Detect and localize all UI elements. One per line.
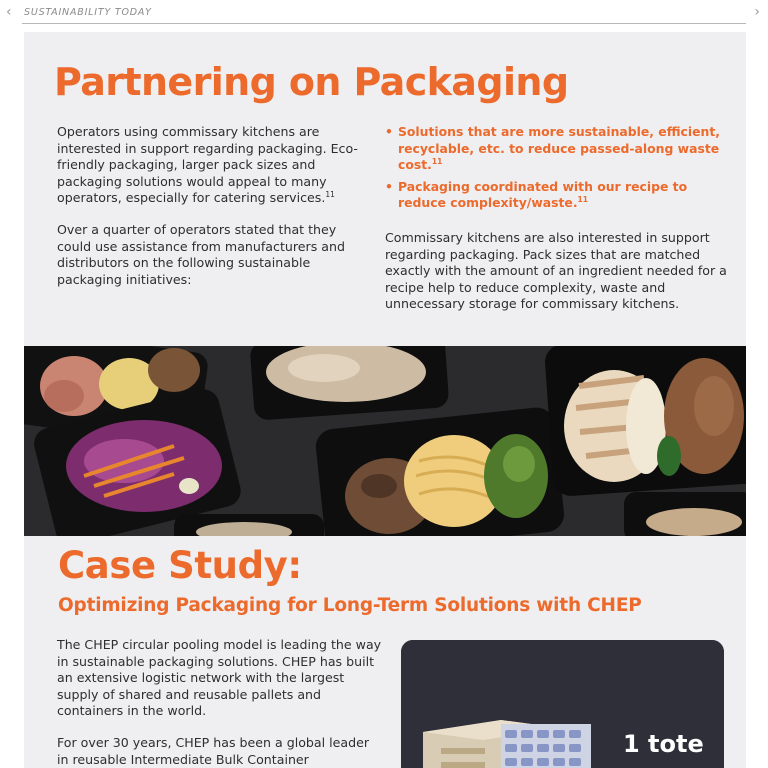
- meal-containers-photo: [24, 346, 746, 536]
- chevron-left-icon[interactable]: ‹: [6, 4, 12, 20]
- footnote-ref: 11: [325, 190, 335, 200]
- list-item-text: Solutions that are more sustainable, efficient, recyclable, etc. to reduce passed-along waste cost.: [398, 124, 720, 173]
- section-title: Partnering on Packaging: [54, 60, 569, 104]
- document-page: [24, 32, 746, 768]
- case-study-subtitle: Optimizing Packaging for Long-Term Solutions with CHEP: [58, 595, 642, 616]
- meal-containers-illustration: [24, 346, 746, 536]
- intro-paragraph-text: Operators using commissary kitchens are interested in support regarding packaging. Eco-friendly packaging, larger pack sizes and packaging solutions would appeal to many operators, especially for catering services.: [57, 124, 358, 206]
- header-divider: [22, 23, 746, 24]
- chevron-right-icon[interactable]: ›: [754, 4, 760, 20]
- footnote-ref: 11: [577, 195, 588, 205]
- list-item: [385, 124, 730, 174]
- commissary-paragraph: Commissary kitchens are also interested in support regarding packaging. Pack sizes that are matched exactly with the amount of an ingredient needed for a recipe help to reduce complexity, waste and unnecessary storage for commissary kitchens.: [385, 230, 727, 312]
- publication-title: SUSTAINABILITY TODAY: [24, 7, 152, 18]
- footnote-ref: 11: [431, 157, 443, 167]
- assistance-paragraph: Over a quarter of operators stated that they could use assistance from manufacturers and distributors on the following sustainable packaging initiatives:: [57, 222, 345, 287]
- list-item-text: Packaging coordinated with our recipe to reduce complexity/waste.: [398, 178, 688, 211]
- case-study-title: Case Study:: [58, 544, 302, 587]
- initiatives-list: [385, 124, 730, 217]
- ibc-paragraph: For over 30 years, CHEP has been a global leader in reusable Intermediate Bulk Container: [57, 735, 370, 767]
- bullet-icon: •: [385, 178, 393, 194]
- tote-infographic: [401, 640, 724, 768]
- intro-paragraph: [57, 124, 367, 207]
- bullet-icon: •: [385, 124, 393, 139]
- tote-label: 1 tote: [623, 730, 704, 758]
- chep-paragraph: The CHEP circular pooling model is leading the way in sustainable packaging solutions. CHEP has built an extensive logistic network with the largest supply of shared and reusable pallets and containers in the world.: [57, 637, 382, 719]
- list-item: [385, 179, 730, 212]
- publication-header: [0, 0, 768, 28]
